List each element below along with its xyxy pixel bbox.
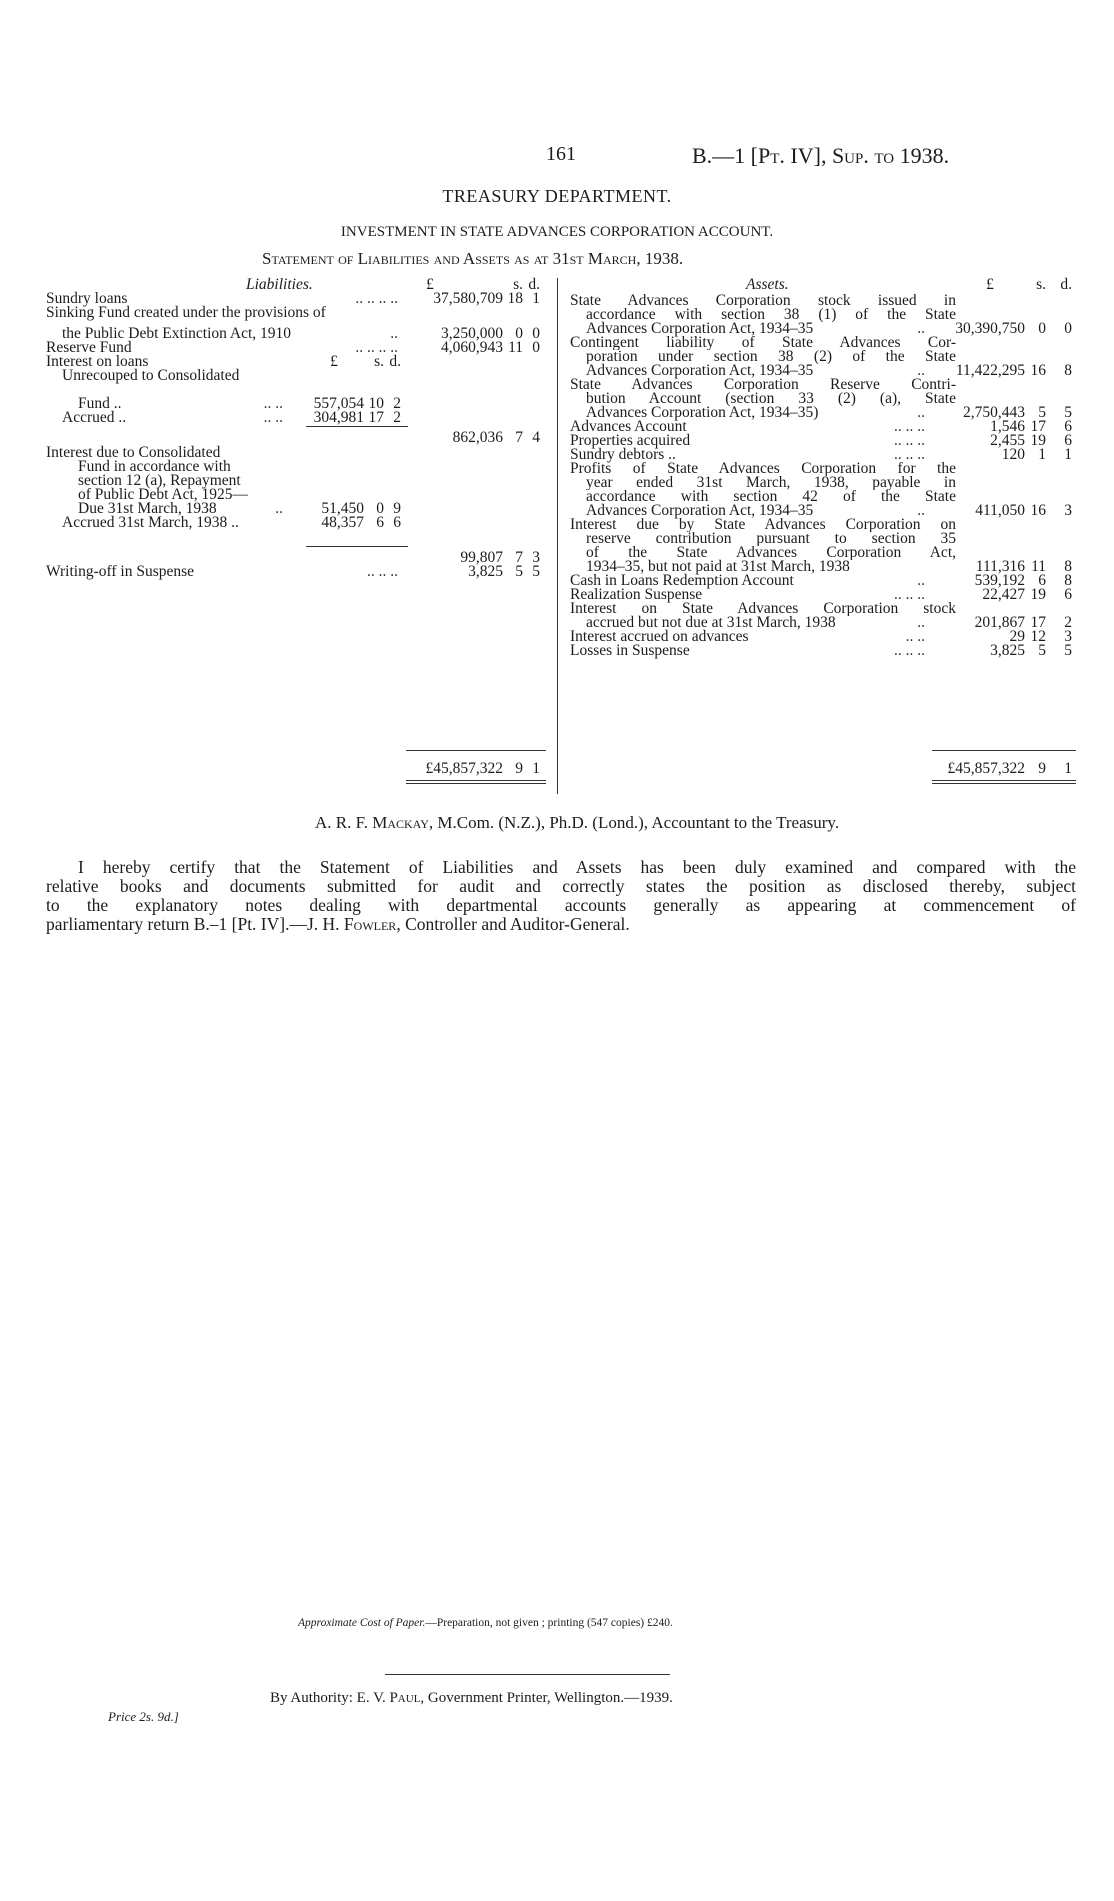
dot-leader: .. ..	[905, 628, 925, 645]
inner-shillings-head: s.	[374, 353, 384, 370]
liability-inner-amount-pounds: 51,450	[321, 500, 364, 517]
inner-pence-head: d.	[389, 353, 401, 370]
asset-amount-shillings: 0	[1038, 320, 1046, 337]
dot-leader: .. .. ..	[894, 586, 925, 603]
assets-heading: Assets.	[746, 276, 789, 293]
certificate-line-1: I hereby certify that the Statement of Liabilities and Assets has been duly examined and compared with the	[78, 857, 1076, 877]
total-rule	[406, 750, 546, 751]
auditor-title: , Controller and Auditor-General.	[396, 914, 630, 934]
asset-label: Profits of State Advances Corporation for the	[570, 462, 956, 476]
certificate-line-3: to the explanatory notes dealing with departmental accounts generally as appearing at commencement of	[46, 895, 1076, 915]
subtotal-rule	[306, 426, 408, 427]
asset-label: Interest due by State Advances Corporation on	[570, 518, 956, 532]
liability-inner-amount-pence: 2	[393, 395, 401, 412]
liability-label: Reserve Fund	[46, 339, 132, 356]
asset-amount-shillings: 11	[1031, 558, 1046, 575]
liability-amount-pounds: 3,825	[468, 563, 503, 580]
asset-amount-pence: 6	[1064, 418, 1072, 435]
liability-label: of Public Debt Act, 1925—	[78, 486, 249, 503]
liability-label: Fund ..	[78, 395, 122, 412]
printer-name: Paul	[389, 1690, 421, 1706]
asset-label: year ended 31st March, 1938, payable in	[586, 476, 956, 490]
asset-label: Sundry debtors ..	[570, 446, 676, 463]
liability-amount-pounds: 37,580,709	[433, 290, 503, 307]
liability-amount-shillings: 18	[507, 290, 523, 307]
liability-amount-pence: 1	[532, 290, 540, 307]
asset-label: bution Account (section 33 (2) (a), State	[586, 392, 956, 406]
liability-label: Accrued 31st March, 1938 ..	[62, 514, 239, 531]
dot-leader: .. ..	[263, 395, 283, 412]
asset-label: Advances Corporation Act, 1934–35)	[586, 404, 819, 421]
assets-pence-head: d.	[1060, 276, 1072, 293]
liability-amount-pence: 0	[532, 325, 540, 342]
asset-amount-pence: 5	[1064, 642, 1072, 659]
liability-inner-amount-pence: 6	[393, 514, 401, 531]
price: Price 2s. 9d.]	[108, 1709, 179, 1724]
dot-leader: ..	[917, 502, 925, 519]
asset-amount-pence: 5	[1064, 404, 1072, 421]
asset-label: of the State Advances Corporation Act,	[586, 546, 956, 560]
liability-amount-shillings: 7	[515, 429, 523, 446]
asset-label: accordance with section 42 of the State	[586, 490, 956, 504]
asset-amount-shillings: 19	[1030, 432, 1046, 449]
asset-amount-pence: 3	[1064, 628, 1072, 645]
asset-amount-shillings: 12	[1030, 628, 1046, 645]
liability-inner-amount-shillings: 0	[376, 500, 384, 517]
liability-inner-amount-pence: 9	[393, 500, 401, 517]
asset-amount-pounds: 29	[1009, 628, 1025, 645]
asset-label: Contingent liability of State Advances Cor-	[570, 336, 956, 350]
liability-inner-amount-pence: 2	[393, 409, 401, 426]
asset-amount-pounds: 11,422,295	[955, 362, 1025, 379]
liability-amount-pounds: 862,036	[452, 429, 503, 446]
liability-label: Writing-off in Suspense	[46, 563, 195, 580]
dot-leader: .. ..	[263, 409, 283, 426]
asset-label: Interest accrued on advances	[570, 628, 749, 645]
assets-total-pence: 1	[1064, 760, 1072, 777]
department-title: TREASURY DEPARTMENT.	[442, 186, 672, 206]
asset-amount-pounds: 539,192	[974, 572, 1025, 589]
asset-amount-pounds: 30,390,750	[955, 320, 1025, 337]
total-double-rule	[406, 783, 546, 784]
certificate-text: parliamentary return B.–1 [Pt. IV].—J. H.	[46, 914, 344, 934]
paper-cost-label: Approximate Cost of Paper.	[298, 1617, 426, 1629]
asset-amount-pounds: 1,546	[990, 418, 1025, 435]
liability-label: Unrecouped to Consolidated	[62, 367, 240, 384]
dot-leader: .. .. ..	[894, 418, 925, 435]
asset-label: Advances Account	[570, 418, 687, 435]
page-number: 161	[546, 143, 576, 165]
liability-label: Interest due to Consolidated	[46, 444, 221, 461]
liability-inner-amount-shillings: 17	[368, 409, 384, 426]
auditor-name: Fowler	[343, 914, 397, 934]
liabilities-total-pounds: £45,857,322	[425, 760, 503, 777]
liability-amount-pence: 4	[532, 429, 540, 446]
dot-leader: .. .. .. ..	[355, 339, 398, 356]
asset-amount-pounds: 2,455	[990, 432, 1025, 449]
liability-label: Accrued ..	[62, 409, 127, 426]
dot-leader: ..	[390, 325, 398, 342]
asset-amount-pounds: 22,427	[982, 586, 1025, 603]
assets-total-shillings: 9	[1038, 760, 1046, 777]
liabilities-heading: Liabilities.	[246, 276, 313, 293]
authority-text: By Authority: E. V.	[270, 1690, 390, 1706]
asset-amount-shillings: 17	[1030, 418, 1046, 435]
printer-title: , Government Printer, Wellington.—1939.	[420, 1690, 673, 1706]
asset-label: State Advances Corporation Reserve Contri-	[570, 378, 956, 392]
certificate-line-4	[46, 915, 1076, 934]
liability-amount-pounds: 4,060,943	[441, 339, 503, 356]
asset-amount-pounds: 411,050	[975, 502, 1025, 519]
asset-amount-pence: 8	[1064, 362, 1072, 379]
total-double-rule	[406, 780, 546, 781]
total-double-rule	[932, 780, 1076, 781]
statement-title: Statement of Liabilities and Assets as at 31st March, 1938.	[262, 249, 684, 268]
paper-cost-note	[298, 1617, 673, 1629]
assets-pounds-head: £	[986, 276, 994, 293]
asset-label: Losses in Suspense	[570, 642, 690, 659]
asset-amount-shillings: 17	[1030, 614, 1046, 631]
dot-leader: ..	[917, 362, 925, 379]
asset-label: reserve contribution pursuant to section 35	[586, 532, 956, 546]
total-rule	[932, 750, 1076, 751]
dot-leader: ..	[917, 614, 925, 631]
asset-amount-pounds: 120	[1001, 446, 1025, 463]
asset-amount-shillings: 1	[1038, 446, 1046, 463]
liability-amount-pence: 0	[532, 339, 540, 356]
asset-amount-shillings: 19	[1030, 586, 1046, 603]
dot-leader: ..	[917, 404, 925, 421]
liability-inner-amount-pounds: 557,054	[313, 395, 364, 412]
column-divider	[557, 278, 558, 794]
liability-label: Fund in accordance with	[78, 458, 231, 475]
asset-amount-pence: 2	[1064, 614, 1072, 631]
liability-inner-amount-shillings: 10	[368, 395, 384, 412]
assets-shillings-head: s.	[1036, 276, 1046, 293]
dot-leader: .. .. .. ..	[355, 290, 398, 307]
asset-amount-pence: 3	[1064, 502, 1072, 519]
dot-leader: .. .. ..	[367, 563, 398, 580]
asset-amount-pounds: 201,867	[974, 614, 1025, 631]
liability-amount-shillings: 7	[515, 549, 523, 566]
liability-label: Sundry loans	[46, 290, 128, 307]
asset-amount-pence: 6	[1064, 432, 1072, 449]
liability-amount-pounds: 99,807	[460, 549, 503, 566]
certificate-line-2: relative books and documents submitted for audit and correctly states the position as disclosed thereby, subject	[46, 876, 1076, 896]
asset-label: Interest on State Advances Corporation stock	[570, 602, 956, 616]
dot-leader: .. .. ..	[894, 446, 925, 463]
asset-amount-pence: 6	[1064, 586, 1072, 603]
liability-inner-amount-pounds: 304,981	[313, 409, 364, 426]
asset-amount-shillings: 5	[1038, 642, 1046, 659]
asset-label: 1934–35, but not paid at 31st March, 1938	[586, 558, 850, 575]
inner-pounds-head: £	[330, 353, 338, 370]
dot-leader: ..	[917, 572, 925, 589]
asset-amount-pounds: 2,750,443	[963, 404, 1025, 421]
liability-label: section 12 (a), Repayment	[78, 472, 241, 489]
asset-amount-pounds: 111,316	[975, 558, 1025, 575]
liabilities-total-pence: 1	[532, 760, 540, 777]
liability-label: Sinking Fund created under the provisions of	[46, 304, 326, 321]
liability-label: the Public Debt Extinction Act, 1910	[62, 325, 292, 342]
asset-label: accrued but not due at 31st March, 1938	[586, 614, 836, 631]
accountant-title: , M.Com. (N.Z.), Ph.D. (Lond.), Accountant to the Treasury.	[428, 813, 840, 832]
asset-amount-pounds: 3,825	[990, 642, 1025, 659]
liabilities-shillings-head: s.	[513, 276, 523, 293]
asset-label: Properties acquired	[570, 432, 691, 449]
dot-leader: .. .. ..	[894, 642, 925, 659]
assets-total-pounds: £45,857,322	[947, 760, 1025, 777]
document-reference: B.—1 [Pt. IV], Sup. to 1938.	[692, 143, 950, 168]
liability-amount-pounds: 3,250,000	[441, 325, 503, 342]
liability-label: Due 31st March, 1938	[78, 500, 217, 517]
liability-amount-pence: 5	[532, 563, 540, 580]
liability-label: Interest on loans	[46, 353, 149, 370]
asset-label: poration under section 38 (2) of the State	[586, 350, 956, 364]
audit-certificate	[46, 858, 1076, 934]
accountant-name: A. R. F. Mackay	[315, 813, 429, 832]
asset-amount-shillings: 16	[1030, 362, 1046, 379]
asset-label: accordance with section 38 (1) of the State	[586, 308, 956, 322]
asset-amount-shillings: 16	[1030, 502, 1046, 519]
subtotal-rule	[306, 546, 408, 547]
liabilities-pounds-head: £	[426, 276, 434, 293]
liabilities-pence-head: d.	[528, 276, 540, 293]
asset-label: Advances Corporation Act, 1934–35	[586, 320, 814, 337]
total-double-rule	[932, 783, 1076, 784]
footer-rule	[385, 1674, 670, 1675]
liability-amount-shillings: 0	[515, 325, 523, 342]
liability-amount-pence: 3	[532, 549, 540, 566]
liability-amount-shillings: 5	[515, 563, 523, 580]
paper-cost-text: —Preparation, not given ; printing (547 copies) £240.	[425, 1617, 673, 1629]
dot-leader: ..	[917, 320, 925, 337]
asset-amount-shillings: 6	[1038, 572, 1046, 589]
asset-amount-pence: 8	[1064, 572, 1072, 589]
dot-leader: ..	[275, 500, 283, 517]
accountant-signature	[315, 813, 839, 833]
asset-label: Advances Corporation Act, 1934–35	[586, 502, 814, 519]
asset-amount-pence: 0	[1064, 320, 1072, 337]
asset-label: State Advances Corporation stock issued in	[570, 294, 956, 308]
liability-amount-shillings: 11	[508, 339, 523, 356]
authority-line	[270, 1690, 673, 1707]
asset-label: Realization Suspense	[570, 586, 703, 603]
asset-label: Cash in Loans Redemption Account	[570, 572, 794, 589]
asset-amount-shillings: 5	[1038, 404, 1046, 421]
dot-leader: .. .. ..	[894, 432, 925, 449]
liability-inner-amount-pounds: 48,357	[321, 514, 364, 531]
asset-label: Advances Corporation Act, 1934–35	[586, 362, 814, 379]
asset-amount-pence: 1	[1064, 446, 1072, 463]
liability-inner-amount-shillings: 6	[376, 514, 384, 531]
asset-amount-pence: 8	[1064, 558, 1072, 575]
liabilities-total-shillings: 9	[515, 760, 523, 777]
statement-table	[0, 0, 1114, 820]
account-title: INVESTMENT IN STATE ADVANCES CORPORATION ACCOUNT.	[340, 224, 774, 240]
